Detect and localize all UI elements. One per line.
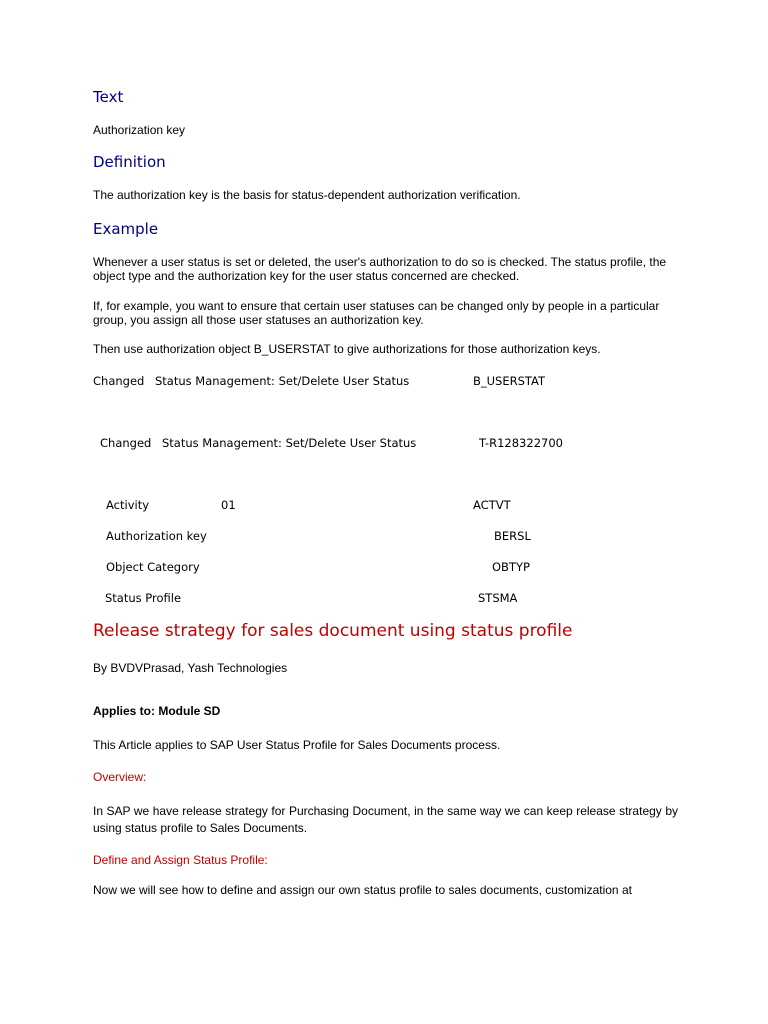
- field-code: STSMA: [478, 591, 518, 605]
- definition-heading: Definition: [93, 153, 166, 171]
- field-name: Status Profile: [105, 591, 182, 605]
- overview-body: In SAP we have release strategy for Purchasing Document, in the same way we can keep release strategy by using status profile to Sales Documents.: [93, 804, 678, 835]
- changed-code: B_USERSTAT: [473, 374, 546, 388]
- changed-code: T-R128322700: [479, 436, 563, 450]
- define-body: Now we will see how to define and assign our own status profile to sales documents, customization at: [93, 883, 632, 897]
- definition-body: The authorization key is the basis for status-dependent authorization verification.: [93, 188, 521, 202]
- define-heading: Define and Assign Status Profile:: [93, 853, 268, 867]
- changed-label: Changed: [100, 436, 152, 450]
- applies-to: Applies to: Module SD: [93, 704, 221, 718]
- changed-description: Status Management: Set/Delete User Status: [155, 374, 410, 388]
- article-intro: This Article applies to SAP User Status Profile for Sales Documents process.: [93, 738, 501, 752]
- changed-label: Changed: [93, 374, 145, 388]
- text-heading: Text: [93, 88, 124, 106]
- field-value: 01: [221, 498, 236, 512]
- article-title: Release strategy for sales document using status profile: [93, 621, 573, 641]
- field-code: OBTYP: [492, 560, 530, 574]
- field-name: Object Category: [106, 560, 200, 574]
- field-name: Authorization key: [106, 529, 207, 543]
- field-name: Activity: [106, 498, 150, 512]
- example-paragraph-3: Then use authorization object B_USERSTAT to give authorizations for those authorization keys.: [93, 342, 601, 356]
- example-paragraph-1: Whenever a user status is set or deleted, the user's authorization to do so is checked. The status profile, the object type and the authorization key for the user status concerned are checked.: [93, 255, 667, 283]
- field-code: BERSL: [494, 529, 531, 543]
- article-byline: By BVDVPrasad, Yash Technologies: [93, 661, 288, 675]
- changed-description: Status Management: Set/Delete User Status: [162, 436, 417, 450]
- example-heading: Example: [93, 220, 159, 238]
- overview-heading: Overview:: [93, 770, 147, 784]
- field-code: ACTVT: [473, 498, 511, 512]
- example-paragraph-2: If, for example, you want to ensure that certain user statuses can be changed only by people in a particular group, you assign all those user statuses an authorization key.: [93, 299, 660, 327]
- text-body: Authorization key: [93, 123, 186, 137]
